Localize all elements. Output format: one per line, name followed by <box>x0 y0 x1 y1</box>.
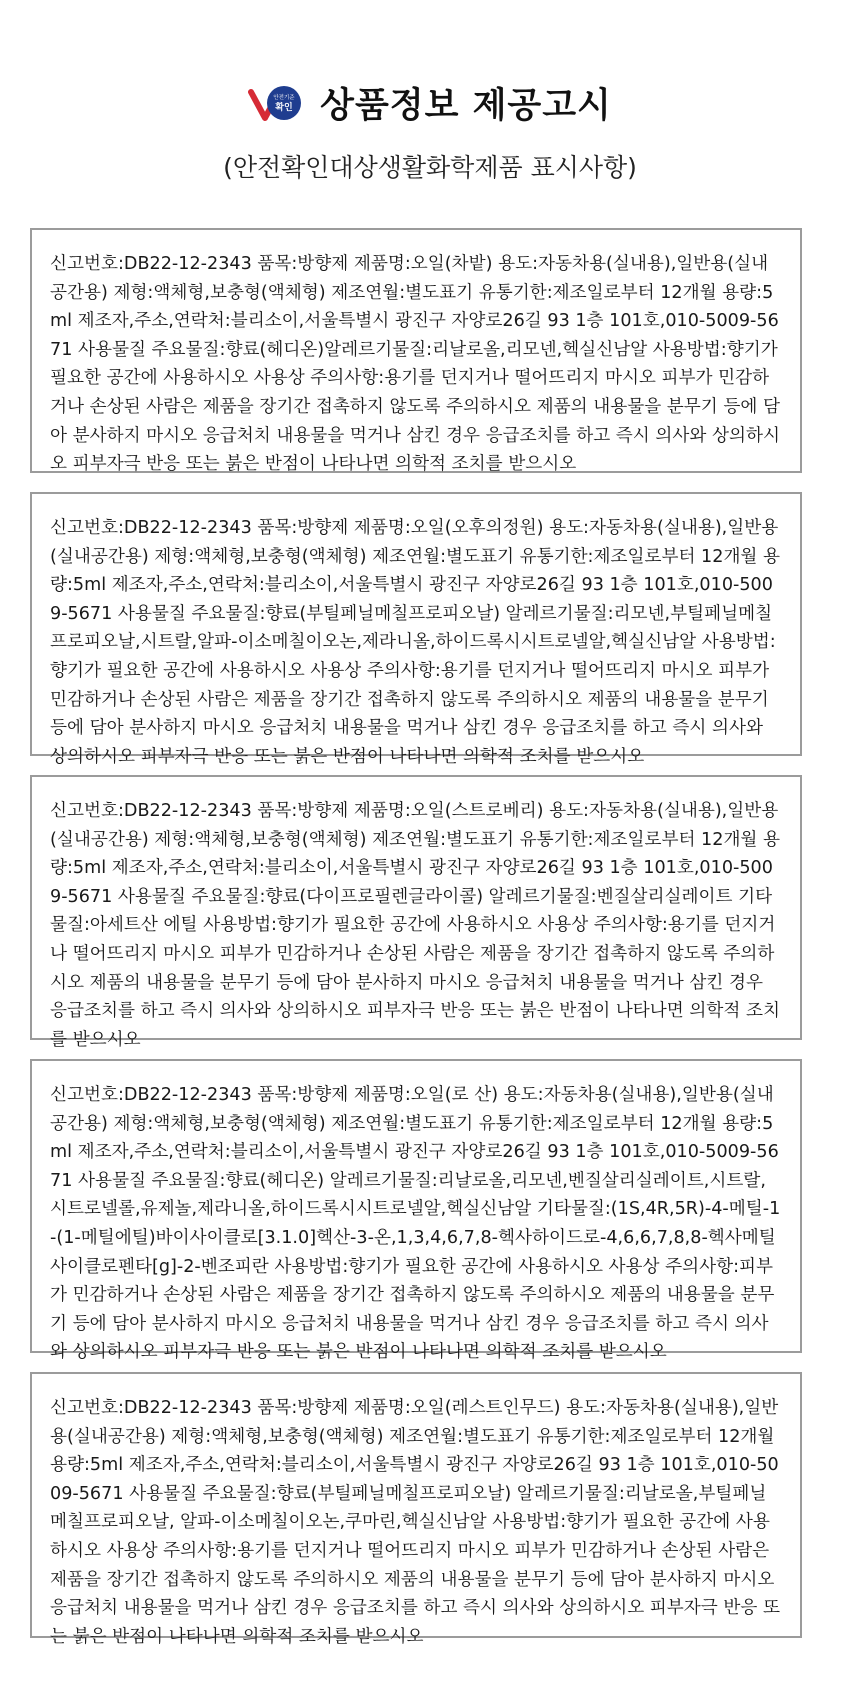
page-subtitle: (안전확인대상생활화학제품 표시사항) <box>223 153 637 182</box>
notice-box-2: 신고번호:DB22-12-2343 품목:방향제 제품명:오일(오후의정원) 용도:자동차용(실내용),일반용(실내공간용) 제형:액체형,보충형(액체형) 제조연월:별도표기 유통기한:제조일로부터 12개월 용량:5ml 제조자,주소,연락처:블리소이,서울특별시 광진구 자양로26길 93 1층 101호,010-5009-5671 사용물질 주요물질:향료(부틸페닐메칠프로피오날) 알레르기물질:리모넨,부틸페닐메칠프로피오날,시트랄,알파-이소메칠이오논,제라니올,하이드록시시트로넬알,헥실신남알 사용방법:향기가 필요한 공간에 사용하시오 사용상 주의사항:용기를 던지거나 떨어뜨리지 마시오 피부가 민감하거나 손상된 사람은 제품을 장기간 접촉하지 않도록 주의하시오 제품의 내용물을 분무기 등에 담아 분사하지 마시오 응급처치 내용물을 먹거나 삼킨 경우 응급조치를 하고 즉시 의사와 상의하시오 피부자극 반응 또는 붉은 반점이 나타나면 의학적 조치를 받으시오 <box>30 492 802 756</box>
logo-text-bottom: 확인 <box>275 103 293 113</box>
notice-box-1: 신고번호:DB22-12-2343 품목:방향제 제품명:오일(차밭) 용도:자동차용(실내용),일반용(실내공간용) 제형:액체형,보충형(액체형) 제조연월:별도표기 유통기한:제조일로부터 12개월 용량:5ml 제조자,주소,연락처:블리소이,서울특별시 광진구 자양로26길 93 1층 101호,010-5009-5671 사용물질 주요물질:향료(헤디온)알레르기물질:리날로올,리모넨,헥실신남알 사용방법:향기가 필요한 공간에 사용하시오 사용상 주의사항:용기를 던지거나 떨어뜨리지 마시오 피부가 민감하거나 손상된 사람은 제품을 장기간 접촉하지 않도록 주의하시오 제품의 내용물을 분무기 등에 담아 분사하지 마시오 응급처치 내용물을 먹거나 삼킨 경우 응급조치를 하고 즉시 의사와 상의하시오 피부자극 반응 또는 붉은 반점이 나타나면 의학적 조치를 받으시오 <box>30 228 802 473</box>
notice-box-4: 신고번호:DB22-12-2343 품목:방향제 제품명:오일(로 산) 용도:자동차용(실내용),일반용(실내공간용) 제형:액체형,보충형(액체형) 제조연월:별도표기 유통기한:제조일로부터 12개월 용량:5ml 제조자,주소,연락처:블리소이,서울특별시 광진구 자양로26길 93 1층 101호,010-5009-5671 사용물질 주요물질:향료(헤디온) 알레르기물질:리날로올,리모넨,벤질살리실레이트,시트랄,시트로넬롤,유제놀,제라니올,하이드록시시트로넬알,헥실신남알 기타물질:(1S,4R,5R)-4-메틸-1-(1-메틸에틸)바이사이클로[3.1.0]헥산-3-온,1,3,4,6,7,8-헥사하이드로-4,6,6,7,8,8-헥사메틸사이클로펜타[g]-2-벤조피란 사용방법:향기가 필요한 공간에 사용하시오 사용상 주의사항:피부가 민감하거나 손상된 사람은 제품을 장기간 접촉하지 않도록 주의하시오 제품의 내용물을 분무기 등에 담아 분사하지 마시오 응급처치 내용물을 먹거나 삼킨 경우 응급조치를 하고 즉시 의사와 상의하시오 피부자극 반응 또는 붉은 반점이 나타나면 의학적 조치를 받으시오 <box>30 1059 802 1353</box>
title-row <box>248 78 612 128</box>
page-title: 상품정보 제공고시 <box>320 86 612 126</box>
safety-check-logo <box>248 78 306 128</box>
notice-box-5: 신고번호:DB22-12-2343 품목:방향제 제품명:오일(레스트인무드) 용도:자동차용(실내용),일반용(실내공간용) 제형:액체형,보충형(액체형) 제조연월:별도표기 유통기한:제조일로부터 12개월 용량:5ml 제조자,주소,연락처:블리소이,서울특별시 광진구 자양로26길 93 1층 101호,010-5009-5671 사용물질 주요물질:향료(부틸페닐메칠프로피오날) 알레르기물질:리날로올,부틸페닐메칠프로피오날, 알파-이소메칠이오논,쿠마린,헥실신남알 사용방법:향기가 필요한 공간에 사용하시오 사용상 주의사항:용기를 던지거나 떨어뜨리지 마시오 피부가 민감하거나 손상된 사람은 제품을 장기간 접촉하지 않도록 주의하시오 제품의 내용물을 분무기 등에 담아 분사하지 마시오 응급처치 내용물을 먹거나 삼킨 경우 응급조치를 하고 즉시 의사와 상의하시오 피부자극 반응 또는 붉은 반점이 나타나면 의학적 조치를 받으시오 <box>30 1372 802 1638</box>
header <box>0 78 860 184</box>
notice-box-3: 신고번호:DB22-12-2343 품목:방향제 제품명:오일(스트로베리) 용도:자동차용(실내용),일반용(실내공간용) 제형:액체형,보충형(액체형) 제조연월:별도표기 유통기한:제조일로부터 12개월 용량:5ml 제조자,주소,연락처:블리소이,서울특별시 광진구 자양로26길 93 1층 101호,010-5009-5671 사용물질 주요물질:향료(다이프로필렌글라이콜) 알레르기물질:벤질살리실레이트 기타물질:아세트산 에틸 사용방법:향기가 필요한 공간에 사용하시오 사용상 주의사항:용기를 던지거나 떨어뜨리지 마시오 피부가 민감하거나 손상된 사람은 제품을 장기간 접촉하지 않도록 주의하시오 제품의 내용물을 분무기 등에 담아 분사하지 마시오 응급처치 내용물을 먹거나 삼킨 경우 응급조치를 하고 즉시 의사와 상의하시오 피부자극 반응 또는 붉은 반점이 나타나면 의학적 조치를 받으시오 <box>30 775 802 1040</box>
logo-text-top: 안전기준 <box>273 95 295 101</box>
